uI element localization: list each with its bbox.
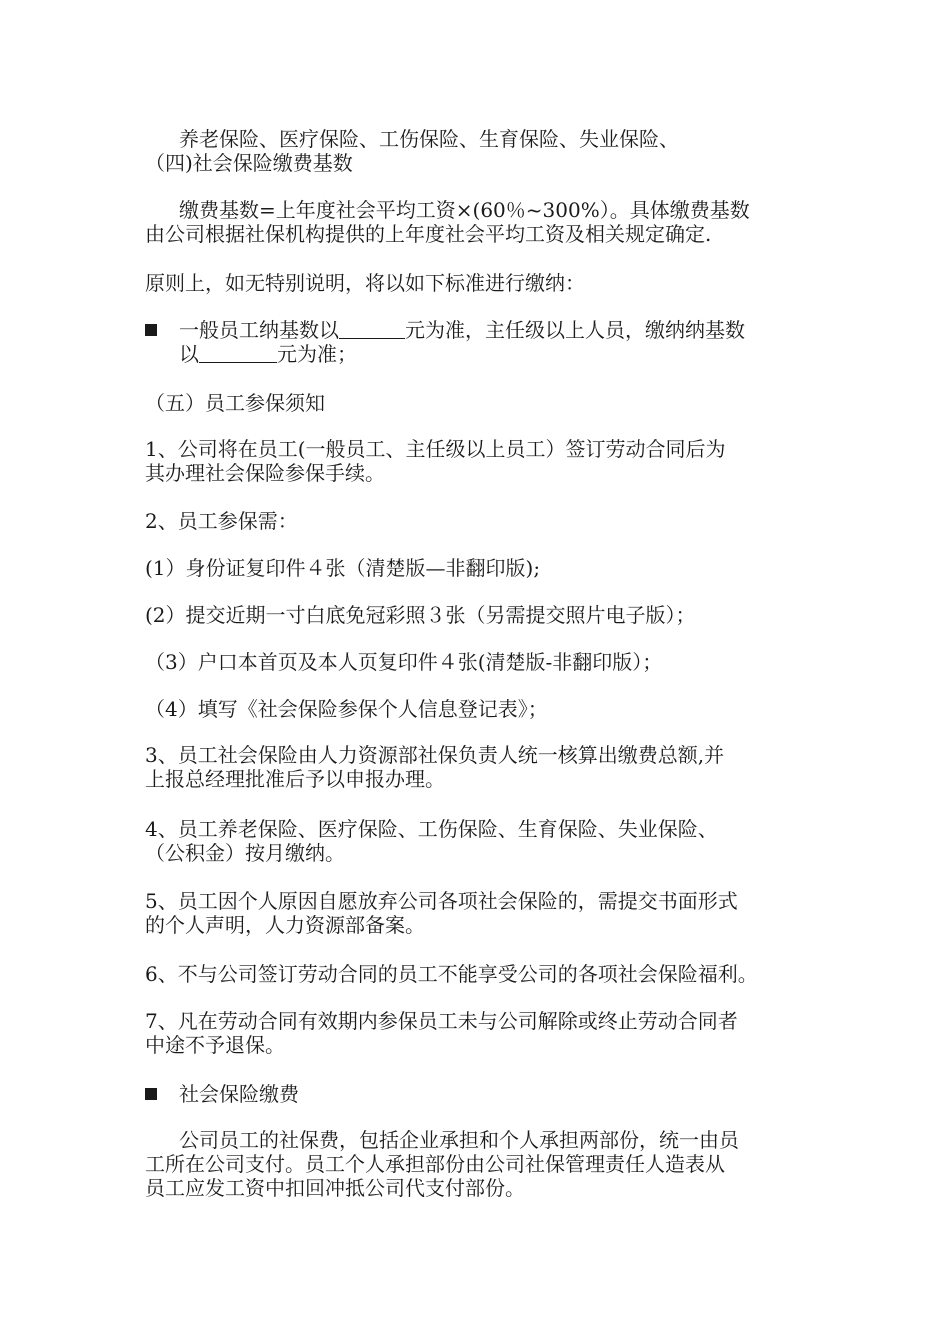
text-line: 原则上，如无特别说明，将以如下标准进行缴纳： <box>145 271 585 295</box>
text-line: 的个人声明，人力资源部备案。 <box>145 913 425 937</box>
paragraph-subitem-4 <box>145 697 825 721</box>
text-line: （4）填写《社会保险参保个人信息登记表》； <box>145 697 548 721</box>
text-line: (2）提交近期一寸白底免冠彩照３张（另需提交照片电子版）； <box>145 603 696 627</box>
text-line: 7、凡在劳动合同有效期内参保员工未与公司解除或终止劳动合同者 <box>145 1009 738 1033</box>
paragraph-item-2 <box>145 509 825 533</box>
text-line: 员工应发工资中扣回冲抵公司代支付部份。 <box>145 1176 525 1200</box>
paragraph-subitem-2 <box>145 603 825 627</box>
text-line: (1）身份证复印件４张（清楚版—非翻印版); <box>145 556 541 580</box>
paragraph-insurance-types <box>145 127 825 175</box>
text-line: （公积金）按月缴纳。 <box>145 841 345 865</box>
text-line: 6、不与公司签订劳动合同的员工不能享受公司的各项社会保险福利。 <box>145 962 758 986</box>
fill-in-blank <box>339 320 405 339</box>
paragraph-principle <box>145 271 825 295</box>
square-bullet-icon <box>145 1082 179 1106</box>
section-heading-4: （四)社会保险缴费基数 <box>145 151 353 175</box>
text-line: （3）户口本首页及本人页复印件４张(清楚版-非翻印版）； <box>145 650 663 674</box>
text-line: 上报总经理批准后予以申报办理。 <box>145 767 445 791</box>
bullet-heading-contribution <box>145 1082 825 1106</box>
text-fragment: 社会保险缴费 <box>179 1082 299 1106</box>
text-fragment: 以 <box>179 342 199 366</box>
text-line: 中途不予退保。 <box>145 1033 285 1057</box>
paragraph-item-7 <box>145 1009 825 1057</box>
paragraph-item-4 <box>145 817 825 865</box>
text-line: （五）员工参保须知 <box>145 391 325 415</box>
paragraph-subitem-3 <box>145 650 825 674</box>
text-line: 公司员工的社保费，包括企业承担和个人承担两部份，统一由员 <box>179 1128 739 1152</box>
text-line: 养老保险、医疗保险、工伤保险、生育保险、失业保险、 <box>179 127 679 151</box>
text-line: 工所在公司支付。员工个人承担部份由公司社保管理责任人造表从 <box>145 1152 725 1176</box>
text-line: 由公司根据社保机构提供的上年度社会平均工资及相关规定确定. <box>145 222 712 246</box>
fill-in-blank <box>199 344 277 363</box>
square-bullet-icon <box>145 318 179 342</box>
text-line: 5、员工因个人原因自愿放弃公司各项社会保险的，需提交书面形式 <box>145 889 738 913</box>
text-fragment: 元为准，主任级以上人员，缴纳纳基数 <box>405 318 745 342</box>
paragraph-item-3 <box>145 743 825 791</box>
text-line: 缴费基数=上年度社会平均工资×(60％~300%）。具体缴费基数 <box>179 198 750 222</box>
bullet-paragraph-base-standard <box>145 318 825 366</box>
text-fragment: 一般员工纳基数以 <box>179 318 339 342</box>
paragraph-subitem-1 <box>145 556 825 580</box>
text-line: 3、员工社会保险由人力资源部社保负责人统一核算出缴费总额,并 <box>145 743 725 767</box>
section-heading-5 <box>145 391 825 415</box>
paragraph-item-5 <box>145 889 825 937</box>
text-line: 其办理社会保险参保手续。 <box>145 461 385 485</box>
paragraph-item-1 <box>145 437 825 485</box>
text-line: 1、公司将在员工(一般员工、主任级以上员工）签订劳动合同后为 <box>145 437 726 461</box>
paragraph-social-fee <box>145 1128 825 1200</box>
text-fragment: 元为准； <box>277 342 357 366</box>
text-line: 4、员工养老保险、医疗保险、工伤保险、生育保险、失业保险、 <box>145 817 718 841</box>
paragraph-contribution-base <box>145 198 825 246</box>
text-line: 2、员工参保需： <box>145 509 298 533</box>
paragraph-item-6 <box>145 962 825 986</box>
